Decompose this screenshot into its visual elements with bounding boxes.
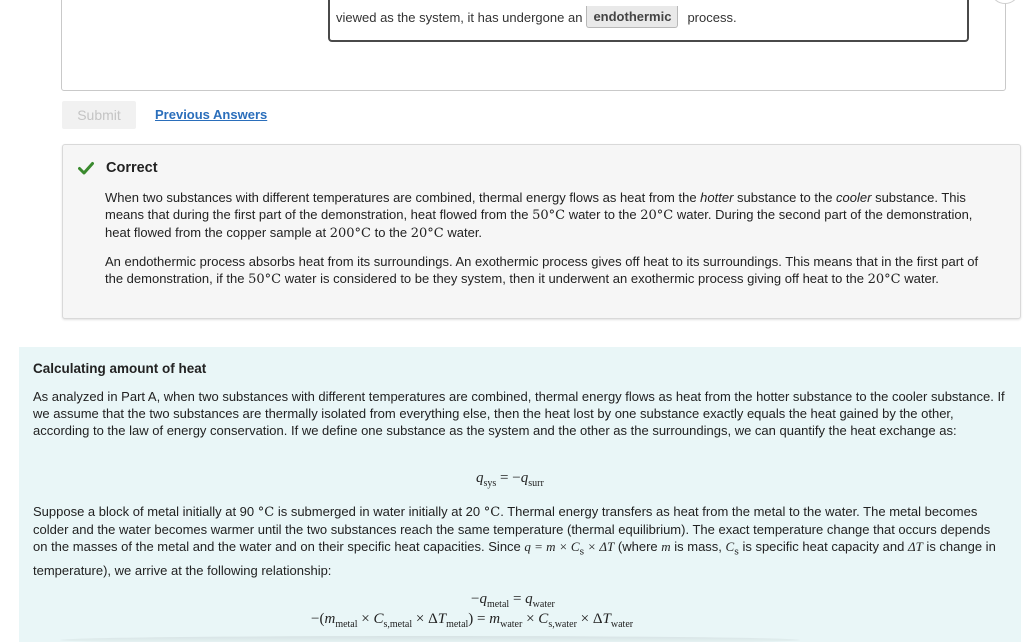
equation-heat-expanded: $-(m_{metal} \times C_{s,metal} \times \Delta T_{metal}) = m_{water} \times C_{s,water} \times \Delta T_{water}$ [311, 611, 634, 630]
info-paragraph-2: Suppose a block of metal initially at 90 °C is submerged in water initially at 20 °C. Thermal energy transfers as heat from the metal to the water. The metal becomes colder and the water becomes warmer until the two substances reach the same temperature (thermal equilibrium). The exact temperature change that occurs depends on the masses of the metal and the water and on their specific heat capacities. Since $q = m \times C_s \times \Delta T$ (where m is mass, $C_s$ is specific heat capacity and ΔT is change in temperature), we arrive at the following relationship: [33, 504, 996, 578]
equation-heat-balance: $-q_{metal} = q_{water}$ [471, 591, 555, 610]
feedback-paragraph-2: An endothermic process absorbs heat from its surroundings. An exothermic process gives off heat to its surroundings. This means that in the first part of the demonstration, if the 50°C water is considered to be they system, then it underwent an exothermic process giving off heat to the 20°C water. [105, 254, 979, 287]
info-paragraph-1: As analyzed in Part A, when two substances with different temperatures are combined, thermal energy flows as heat from the hotter substance to the cooler substance. If we assume that the two substances are thermally isolated from everything else, then the heat lost by one substance exactly equals the heat gained by the other, according to the law of energy conservation. If we define one substance as the system and the other as the surroundings, we can quantify the heat exchange as: [33, 389, 1005, 438]
answer-suffix: process. [687, 9, 737, 25]
info-title: Calculating amount of heat [33, 361, 207, 376]
feedback-paragraph-1: When two substances with different temperatures are combined, thermal energy flows as heat from the hotter substance to the cooler substance. This means that during the first part of the demonstration, heat flowed from the 50°C water to the 20°C water. During the second part of the demonstration, heat flowed from the copper sample at 200°C to the 20°C water. [105, 190, 973, 241]
previous-answers-link[interactable]: Previous Answers [155, 107, 268, 122]
bottom-shadow [60, 636, 800, 642]
check-icon [78, 160, 94, 176]
answer-prefix: viewed as the system, it has undergone an [336, 9, 583, 25]
submit-button[interactable]: Submit [62, 101, 136, 129]
feedback-status: Correct [106, 160, 158, 176]
info-section [19, 347, 1021, 642]
feedback-panel [62, 144, 1021, 319]
equation-heat-exchange: $q_{sys} = -q_{surr}$ [476, 470, 544, 489]
answer-sentence-box [328, 0, 969, 42]
answer-sentence [336, 6, 737, 28]
answer-fill-endothermic[interactable]: endothermic [586, 6, 678, 28]
